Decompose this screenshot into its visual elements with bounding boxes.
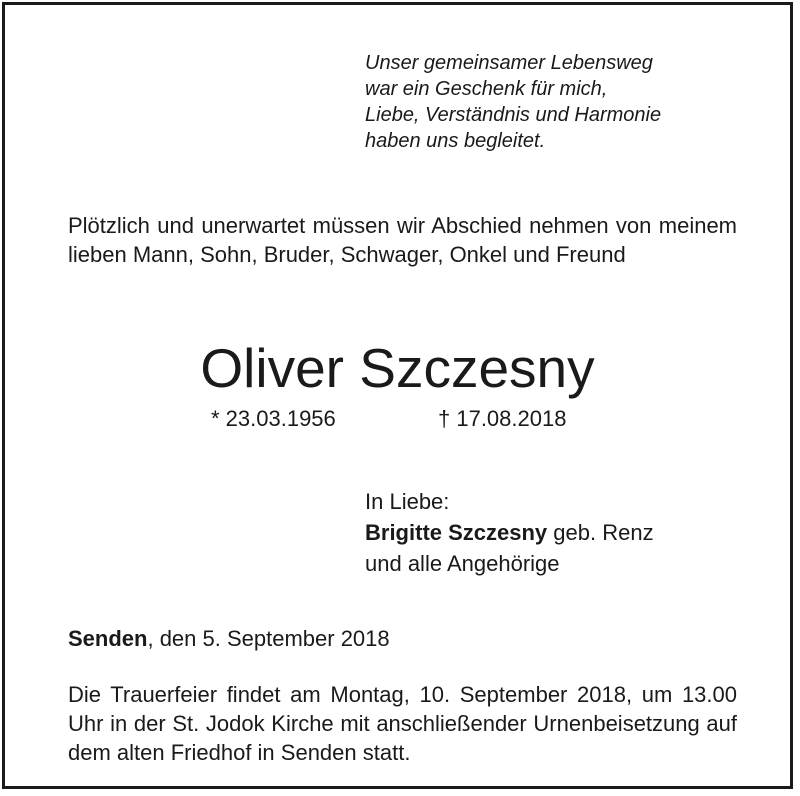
place-date-line <box>68 624 390 654</box>
poem-verse: Unser gemeinsamer Lebensweg war ein Geschenk für mich, Liebe, Verständnis und Harmonie haben uns begleitet. <box>365 52 662 152</box>
death-date: † 17.08.2018 <box>438 406 567 431</box>
mourners-others: und alle Angehörige <box>365 551 560 576</box>
deceased-name: Oliver Szczesny <box>200 337 595 399</box>
mourner-maiden-name: geb. Renz <box>547 520 654 545</box>
mourner-name: Brigitte Szczesny <box>365 520 548 545</box>
date-text: , den 5. September 2018 <box>147 626 390 651</box>
mourners-primary <box>365 517 654 548</box>
obituary-card <box>2 2 793 789</box>
intro-text: Plötzlich und unerwartet müssen wir Abschied nehmen von meinem lieben Mann, Sohn, Bruder, Schwager, Onkel und Freund <box>68 213 737 267</box>
mourners-block <box>365 486 654 579</box>
mourners-heading: In Liebe: <box>365 489 450 514</box>
birth-date: * 23.03.1956 <box>211 406 336 431</box>
place-name: Senden <box>68 626 148 651</box>
service-notice: Die Trauerfeier findet am Montag, 10. September 2018, um 13.00 Uhr in der St. Jodok Kirche mit anschließender Urnenbeisetzung auf dem alten Friedhof in Senden statt. <box>68 682 737 765</box>
